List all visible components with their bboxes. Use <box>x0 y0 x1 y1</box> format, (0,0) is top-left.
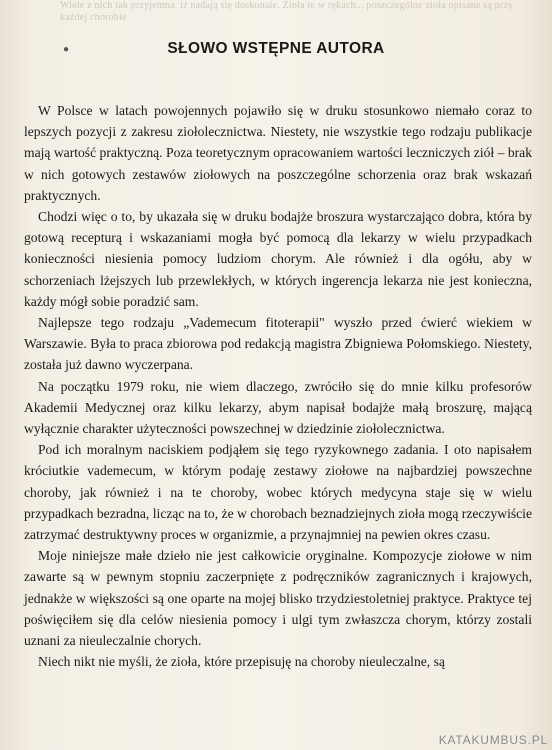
paragraph: Chodzi więc o to, by ukazała się w druku bodajże broszura wystarczająco dobra, która by gotową recepturą i wskazaniami mogła być pomocą dla lekarzy w wielu przypadkach konieczności niesienia pomocy ludziom chorym. Ale również i dla ogółu, aby w schorzeniach lżejszych lub przewlekłych, w których ingerencja lekarza nie jest konieczna, każdy mógł sobie poradzić sam. <box>24 209 532 309</box>
paragraph: Na początku 1979 roku, nie wiem dlaczego, zwróciło się do mnie kilku profesorów Akademii Medycznej oraz kilku lekarzy, abym napisał bodajże małą broszurę, mającą wyłącznie charakter użyteczności powszechnej w dziedzinie ziołolecznictwa. <box>24 378 532 437</box>
page-title: SŁOWO WSTĘPNE AUTORA <box>167 40 385 57</box>
paragraph: Najlepsze tego rodzaju „Vademecum fitoterapii" wyszło przed ćwierć wiekiem w Warszawie. Była to praca zbiorowa pod redakcją magistra Zbigniewa Połomskiego. Niestety, została już dawno wyczerpana. <box>24 315 532 373</box>
bleed-through-text: Wiele z nich tak przyjemna, iż nadają się doskonale. Zioła te w rękach... poszczególne zioła opisane są przy każdej chorobie <box>60 0 514 23</box>
watermark: KATAKUMBUS.PL <box>438 733 548 747</box>
body-text <box>24 100 532 672</box>
page-mark: ● <box>63 44 70 55</box>
paragraph: W Polsce w latach powojennych pojawiło się w druku stosunkowo niemało coraz to lepszych pozycji z zakresu ziołolecznictwa. Niestety, nie wszystkie tego rodzaju publikacje mają wartość praktyczną. Poza teoretycznym opracowaniem wartości leczniczych ziół – brak w nich gotowych zestawów ziołowych na poszczególne schorzenia oraz brak wskazań praktycznych. <box>24 103 532 203</box>
paragraph: Niech nikt nie myśli, że zioła, które przepisuję na choroby nieuleczalne, są <box>38 654 445 670</box>
paragraph: Moje niniejsze małe dzieło nie jest całkowicie oryginalne. Kompozycje ziołowe w nim zawarte są w pewnym stopniu zaczerpnięte z podręczników zagranicznych i krajowych, jednakże w większości są one oparte na mojej blisko trzydziestoletniej praktyce. Praktyce tej poświęciłem się dla celów niesienia pomocy i ulgi tym zwłaszcza chorym, którzy zostali uznani za nieuleczalnie chorych. <box>24 548 532 649</box>
paragraph: Pod ich moralnym naciskiem podjąłem się tego ryzykownego zadania. I oto napisałem króciutkie vademecum, w którym podaję zestawy ziołowe na najbardziej powszechne choroby, jak również i na te choroby, wobec których medycyna staje się w wielu przypadkach bezradna, licząc na to, że w chorobach beznadziejnych zioła mogą rzeczywiście zatrzymać destruktywny proces w organizmie, a przynajmniej na pewien okres czasu. <box>24 442 532 543</box>
